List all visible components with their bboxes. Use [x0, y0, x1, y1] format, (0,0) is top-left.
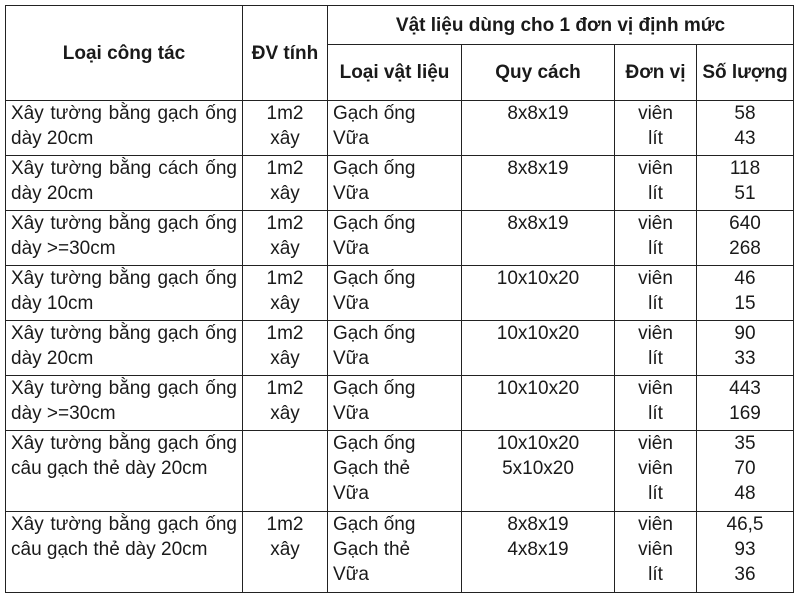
spec-line — [467, 481, 609, 506]
quantity-line: 46 — [734, 268, 756, 289]
material-line: Gạch thẻ — [333, 539, 411, 560]
material-unit-line: viên — [638, 323, 673, 344]
material-unit-line: viên — [638, 514, 673, 535]
material-line: Vữa — [333, 483, 369, 504]
material-unit-line: viên — [638, 458, 673, 479]
units-cell — [615, 266, 697, 321]
quantity-line: 35 — [734, 433, 756, 454]
table-row — [6, 321, 794, 376]
qty-cell — [697, 101, 794, 156]
spec-line: 10x10x20 — [496, 433, 580, 454]
table-row — [6, 431, 794, 512]
quantity-line: 70 — [734, 458, 756, 479]
material-line: Gạch ống — [333, 103, 416, 124]
header-materials-group: Vật liệu dùng cho 1 đơn vị định mức — [328, 6, 794, 45]
work-type-cell: Xây tường bằng gạch ống câu gạch thẻ dày 20cm — [6, 431, 243, 512]
units-cell — [615, 321, 697, 376]
spec-cell — [462, 211, 615, 266]
qty-cell — [697, 321, 794, 376]
quantity-line: 58 — [734, 103, 756, 124]
material-line: Gạch thẻ — [333, 458, 411, 479]
work-type-cell: Xây tường bằng gạch ống câu gạch thẻ dày 20cm — [6, 512, 243, 593]
material-unit-line: viên — [638, 539, 673, 560]
work-type-cell: Xây tường bằng gạch ống dày 20cm — [6, 321, 243, 376]
spec-line — [467, 126, 609, 151]
material-unit-line: viên — [638, 158, 673, 179]
header-spec: Quy cách — [462, 45, 615, 101]
units-cell — [615, 101, 697, 156]
material-line: Gạch ống — [333, 433, 416, 454]
unit-cell — [243, 431, 328, 512]
materials-cell — [328, 101, 462, 156]
header-quantity: Số lượng — [697, 45, 794, 101]
material-line: Vữa — [333, 564, 369, 585]
material-unit-line: viên — [638, 268, 673, 289]
material-unit-line: viên — [638, 103, 673, 124]
unit-line: xây — [270, 403, 300, 424]
materials-cell — [328, 211, 462, 266]
unit-line: 1m2 — [266, 158, 304, 179]
qty-cell — [697, 266, 794, 321]
unit-line: 1m2 — [266, 268, 304, 289]
unit-line: xây — [270, 293, 300, 314]
header-material-type: Loại vật liệu — [328, 45, 462, 101]
materials-cell — [328, 376, 462, 431]
qty-cell — [697, 211, 794, 266]
unit-line: 1m2 — [266, 103, 304, 124]
materials-cell — [328, 431, 462, 512]
materials-cell — [328, 156, 462, 211]
spec-line — [467, 562, 609, 587]
qty-cell — [697, 431, 794, 512]
material-line: Gạch ống — [333, 268, 416, 289]
qty-cell — [697, 512, 794, 593]
material-line: Vữa — [333, 183, 369, 204]
work-type-cell: Xây tường bằng gạch ống dày >=30cm — [6, 211, 243, 266]
qty-cell — [697, 156, 794, 211]
spec-line — [467, 401, 609, 426]
quantity-line: 640 — [729, 213, 761, 234]
unit-line: xây — [270, 183, 300, 204]
material-unit-line: lít — [648, 293, 663, 314]
unit-cell — [243, 101, 328, 156]
work-type-cell: Xây tường bằng gạch ống dày 20cm — [6, 101, 243, 156]
units-cell — [615, 376, 697, 431]
unit-line: 1m2 — [266, 378, 304, 399]
table-row — [6, 101, 794, 156]
spec-line: 10x10x20 — [496, 378, 580, 399]
spec-line: 8x8x19 — [507, 103, 569, 124]
unit-line — [248, 431, 322, 456]
material-unit-line: lít — [648, 564, 663, 585]
unit-cell — [243, 211, 328, 266]
material-unit-line: lít — [648, 128, 663, 149]
unit-line: xây — [270, 238, 300, 259]
spec-line: 8x8x19 — [507, 158, 569, 179]
quantity-line: 43 — [734, 128, 756, 149]
units-cell — [615, 211, 697, 266]
material-line: Vữa — [333, 238, 369, 259]
spec-cell — [462, 101, 615, 156]
unit-line: 1m2 — [266, 213, 304, 234]
material-line: Gạch ống — [333, 514, 416, 535]
header-unit: ĐV tính — [243, 6, 328, 101]
material-unit-line: lít — [648, 348, 663, 369]
spec-line: 10x10x20 — [496, 323, 580, 344]
quantity-line: 48 — [734, 483, 756, 504]
material-norms-table — [5, 5, 794, 593]
spec-line — [467, 236, 609, 261]
units-cell — [615, 431, 697, 512]
material-unit-line: viên — [638, 378, 673, 399]
spec-line — [467, 346, 609, 371]
unit-line: xây — [270, 348, 300, 369]
work-type-cell: Xây tường bằng cách ống dày 20cm — [6, 156, 243, 211]
materials-cell — [328, 266, 462, 321]
table-row — [6, 211, 794, 266]
spec-line: 5x10x20 — [502, 458, 574, 479]
work-type-cell: Xây tường bằng gạch ống dày >=30cm — [6, 376, 243, 431]
unit-line: xây — [270, 539, 300, 560]
quantity-line: 33 — [734, 348, 756, 369]
materials-cell — [328, 321, 462, 376]
units-cell — [615, 156, 697, 211]
quantity-line: 51 — [734, 183, 756, 204]
quantity-line: 118 — [729, 158, 761, 179]
table-row — [6, 266, 794, 321]
unit-cell — [243, 512, 328, 593]
spec-cell — [462, 376, 615, 431]
units-cell — [615, 512, 697, 593]
table-row — [6, 512, 794, 593]
spec-cell — [462, 266, 615, 321]
unit-cell — [243, 376, 328, 431]
spec-cell — [462, 156, 615, 211]
material-line: Gạch ống — [333, 213, 416, 234]
unit-cell — [243, 321, 328, 376]
material-unit-line: viên — [638, 433, 673, 454]
unit-line: 1m2 — [266, 514, 304, 535]
work-type-cell: Xây tường bằng gạch ống dày 10cm — [6, 266, 243, 321]
material-line: Gạch ống — [333, 158, 416, 179]
spec-line: 8x8x19 — [507, 514, 569, 535]
table-body — [6, 101, 794, 593]
unit-cell — [243, 266, 328, 321]
unit-line — [248, 456, 322, 481]
header-material-unit: Đơn vị — [615, 45, 697, 101]
table-row — [6, 156, 794, 211]
material-line: Vữa — [333, 128, 369, 149]
quantity-line: 46,5 — [726, 514, 764, 535]
table-row — [6, 376, 794, 431]
quantity-line: 36 — [734, 564, 756, 585]
spec-line — [467, 181, 609, 206]
spec-line: 10x10x20 — [496, 268, 580, 289]
spec-line: 4x8x19 — [507, 539, 569, 560]
spec-cell — [462, 512, 615, 593]
quantity-line: 90 — [734, 323, 756, 344]
spec-cell — [462, 431, 615, 512]
material-line: Gạch ống — [333, 378, 416, 399]
quantity-line: 169 — [729, 403, 761, 424]
material-unit-line: lít — [648, 238, 663, 259]
header-work-type: Loại công tác — [6, 6, 243, 101]
spec-line: 8x8x19 — [507, 213, 569, 234]
spec-line — [467, 291, 609, 316]
quantity-line: 93 — [734, 539, 756, 560]
unit-line: xây — [270, 128, 300, 149]
unit-line: 1m2 — [266, 323, 304, 344]
quantity-line: 268 — [729, 238, 761, 259]
quantity-line: 15 — [734, 293, 756, 314]
material-unit-line: viên — [638, 213, 673, 234]
material-unit-line: lít — [648, 483, 663, 504]
spec-cell — [462, 321, 615, 376]
quantity-line: 443 — [729, 378, 761, 399]
materials-cell — [328, 512, 462, 593]
material-line: Gạch ống — [333, 323, 416, 344]
material-unit-line: lít — [648, 183, 663, 204]
material-line: Vữa — [333, 348, 369, 369]
material-line: Vữa — [333, 403, 369, 424]
material-unit-line: lít — [648, 403, 663, 424]
material-line: Vữa — [333, 293, 369, 314]
unit-cell — [243, 156, 328, 211]
qty-cell — [697, 376, 794, 431]
